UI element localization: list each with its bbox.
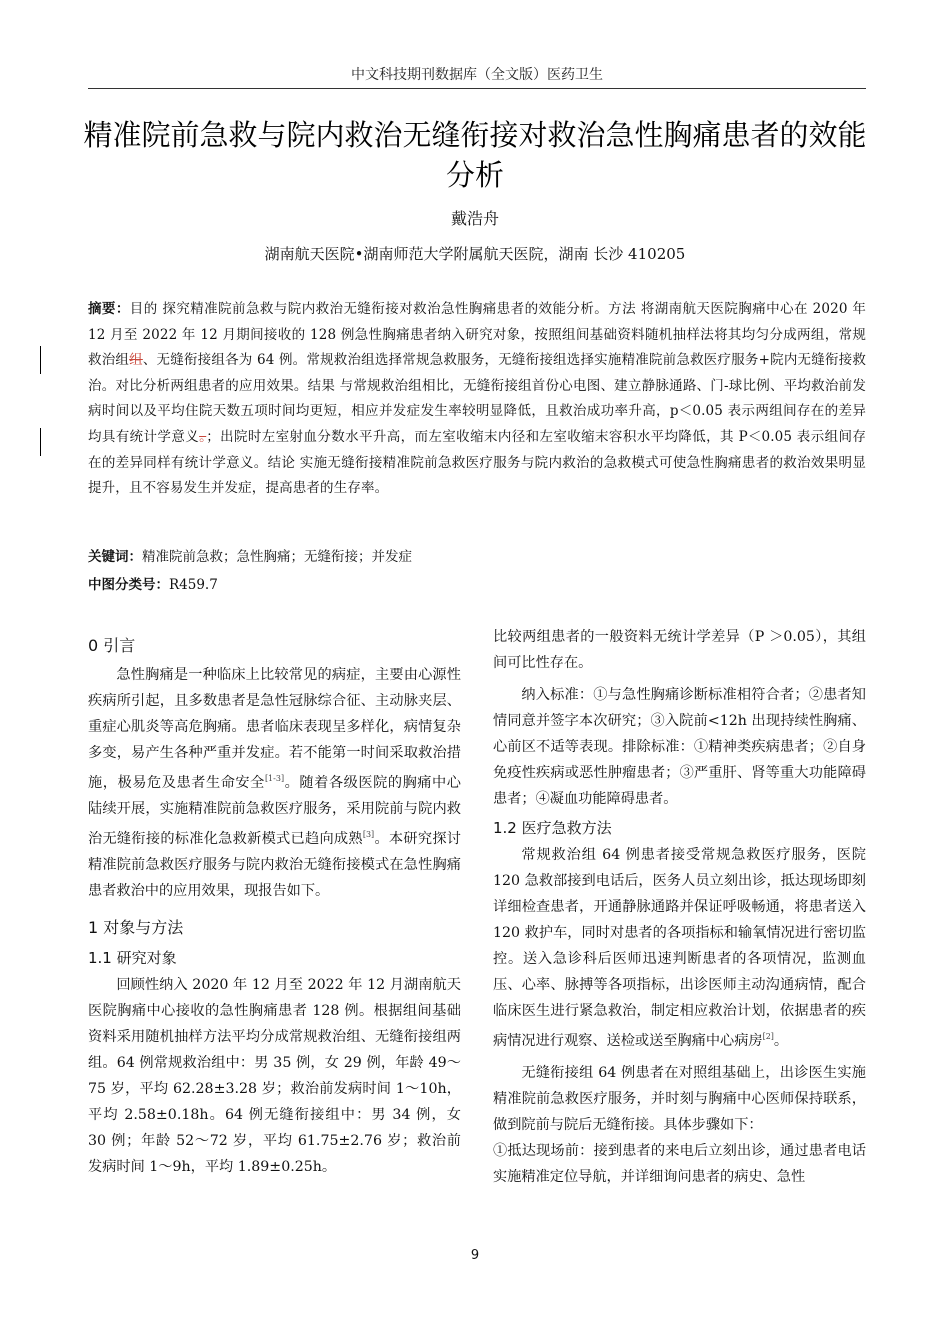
left-column (88, 628, 461, 1180)
author: 戴浩舟 (450, 209, 499, 228)
abstract-label: 摘要： (88, 301, 130, 317)
keywords (88, 545, 866, 565)
paragraph-text: 急性胸痛是一种临床上比较常见的病症，主要由心源性疾病所引起，且多数患者是急性冠脉综合征、主动脉夹层、重症心肌炎等高危胸痛。患者临床表现呈多样化，病情复杂多变，易产生各种严重并发症。若不能第一时间采取救治措施，极易危及患者生命安全 (88, 667, 461, 791)
revision-bar (40, 428, 41, 456)
classification (88, 573, 866, 593)
paragraph: 无缝衔接组 64 例患者在对照组基础上，出诊医生实施精准院前急救医疗服务，并时刻与胸痛中心医师保持联系，做到院前与院后无缝衔接。具体步骤如下： (493, 1065, 866, 1133)
paragraph (88, 662, 461, 904)
abstract (88, 297, 866, 502)
paragraph (493, 842, 866, 1054)
paper-title: 精准院前急救与院内救治无缝衔接对救治急性胸痛患者的效能分析 (83, 118, 867, 192)
section-heading: 0 引言 (88, 636, 136, 655)
citation: [2] (762, 1032, 774, 1041)
paragraph-text: 。随着各级医院的胸痛中心陆续开展，实施精准院前急救医疗服务，采用院前与院内救治无缝衔接的标准化急救新模式已趋向成熟 (88, 775, 461, 847)
affiliation: 湖南航天医院•湖南师范大学附属航天医院，湖南 长沙 410205 (264, 245, 686, 263)
citation: [1-3] (264, 774, 285, 783)
deleted-text: 组 (129, 352, 143, 369)
keywords-text: 精准院前急救；急性胸痛；无缝衔接；并发症 (142, 549, 412, 565)
subsection-heading: 1.2 医疗急救方法 (493, 819, 612, 837)
paragraph: 比较两组患者的一般资料无统计学差异（P ＞0.05），其组间可比性存在。 (493, 629, 866, 671)
keywords-label: 关键词： (88, 549, 142, 565)
classification-code: R459.7 (169, 577, 218, 593)
paragraph: 纳入标准：①与急性胸痛诊断标准相符合者；②患者知情同意并签字本次研究；③入院前<12h 出现持续性胸痛、心前区不适等表现。排除标准：①精神类疾病患者；②自身免疫性疾病或恶性肿瘤患者；③严重肝、肾等重大功能障碍患者；④凝血功能障碍患者。 (493, 687, 866, 807)
paragraph-text: 。 (773, 1033, 789, 1049)
paragraph-text: 常规救治组 64 例患者接受常规急救医疗服务，医院 120 急救部接到电话后，医务人员立刻出诊，抵达现场即刻详细检查患者，开通静脉通路并保证呼吸畅通，将患者送入 120 救护车，同时对患者的各项指标和输氧情况进行密切监控。送入急诊科后医师迅速判断患者的各项情况，监测血压、心率、脉搏等各项指标，出诊医师主动沟通病情，配合临床医生进行紧急救治，制定相应救治计划，依据患者的疾病情况进行观察、送检或送至胸痛中心病房 (493, 847, 866, 1049)
header-rule (88, 88, 866, 89)
page-number: 9 (470, 1248, 480, 1263)
paragraph: ①抵达现场前：接到患者的来电后立刻出诊，通过患者电话实施精准定位导航，并详细询问患者的病史、急性 (493, 1143, 866, 1185)
right-column (493, 624, 866, 1190)
subsection-heading: 1.1 研究对象 (88, 949, 177, 967)
paragraph-text: 。本研究探讨精准院前急救医疗服务与院内救治无缝衔接模式在急性胸痛患者救治中的应用效果，现报告如下。 (88, 831, 461, 899)
abstract-text-3: ；出院时左室射血分数水平升高，而左室收缩末内径和左室收缩末容积水平均降低，其 P＜0.05 表示组间存在的差异同样有统计学意义。结论 实施无缝衔接精准院前急救医疗服务与院内救治的急救模式可使急性胸痛患者的救治效果明显提升，且不容易发生并发症，提高患者的生存率。 (88, 428, 866, 497)
deleted-text: 。 (199, 428, 207, 445)
revision-bar (40, 346, 41, 374)
section-heading: 1 对象与方法 (88, 918, 184, 937)
citation: [3] (362, 830, 375, 839)
abstract-text-1: 目的 探究精准院前急救与院内救治无缝衔接对救治急性胸痛患者的效能分析。方法 将湖南航天医院胸痛中心在 2020 年 12 月至 2022 年 12 月期间接收的 128 例急性胸痛患者纳入研究对象，按照组间基础资料随机抽样法将其均匀分成两组，常规救治组 (88, 301, 866, 369)
journal-header: 中文科技期刊数据库（全文版）医药卫生 (351, 67, 603, 83)
classification-label: 中图分类号： (88, 577, 169, 593)
paragraph: 回顾性纳入 2020 年 12 月至 2022 年 12 月湖南航天医院胸痛中心接收的急性胸痛患者 128 例。根据组间基础资料采用随机抽样方法平均分成常规救治组、无缝衔接组两组。64 例常规救治组中：男 35 例，女 29 例，年龄 49～75 岁，平均 62.28±3.28 岁；救治前发病时间 1～10h，平均 2.58±0.18h。64 例无缝衔接组中：男 34 例，女 30 例；年龄 52～72 岁，平均 61.75±2.76 岁；救治前发病时间 1～9h，平均 1.89±0.25h。 (88, 977, 461, 1175)
abstract-text-2: 、无缝衔接组各为 64 例。常规救治组选择常规急救服务，无缝衔接组选择实施精准院前急救医疗服务+院内无缝衔接救治。对比分析两组患者的应用效果。结果 与常规救治组相比，无缝衔接组首份心电图、建立静脉通路、门-球比例、平均救治前发病时间以及平均住院天数五项时间均更短，相应并发症发生率较明显降低，且救治成功率升高，p＜0.05 表示两组间存在的差异均具有统计学意义 (88, 352, 867, 445)
